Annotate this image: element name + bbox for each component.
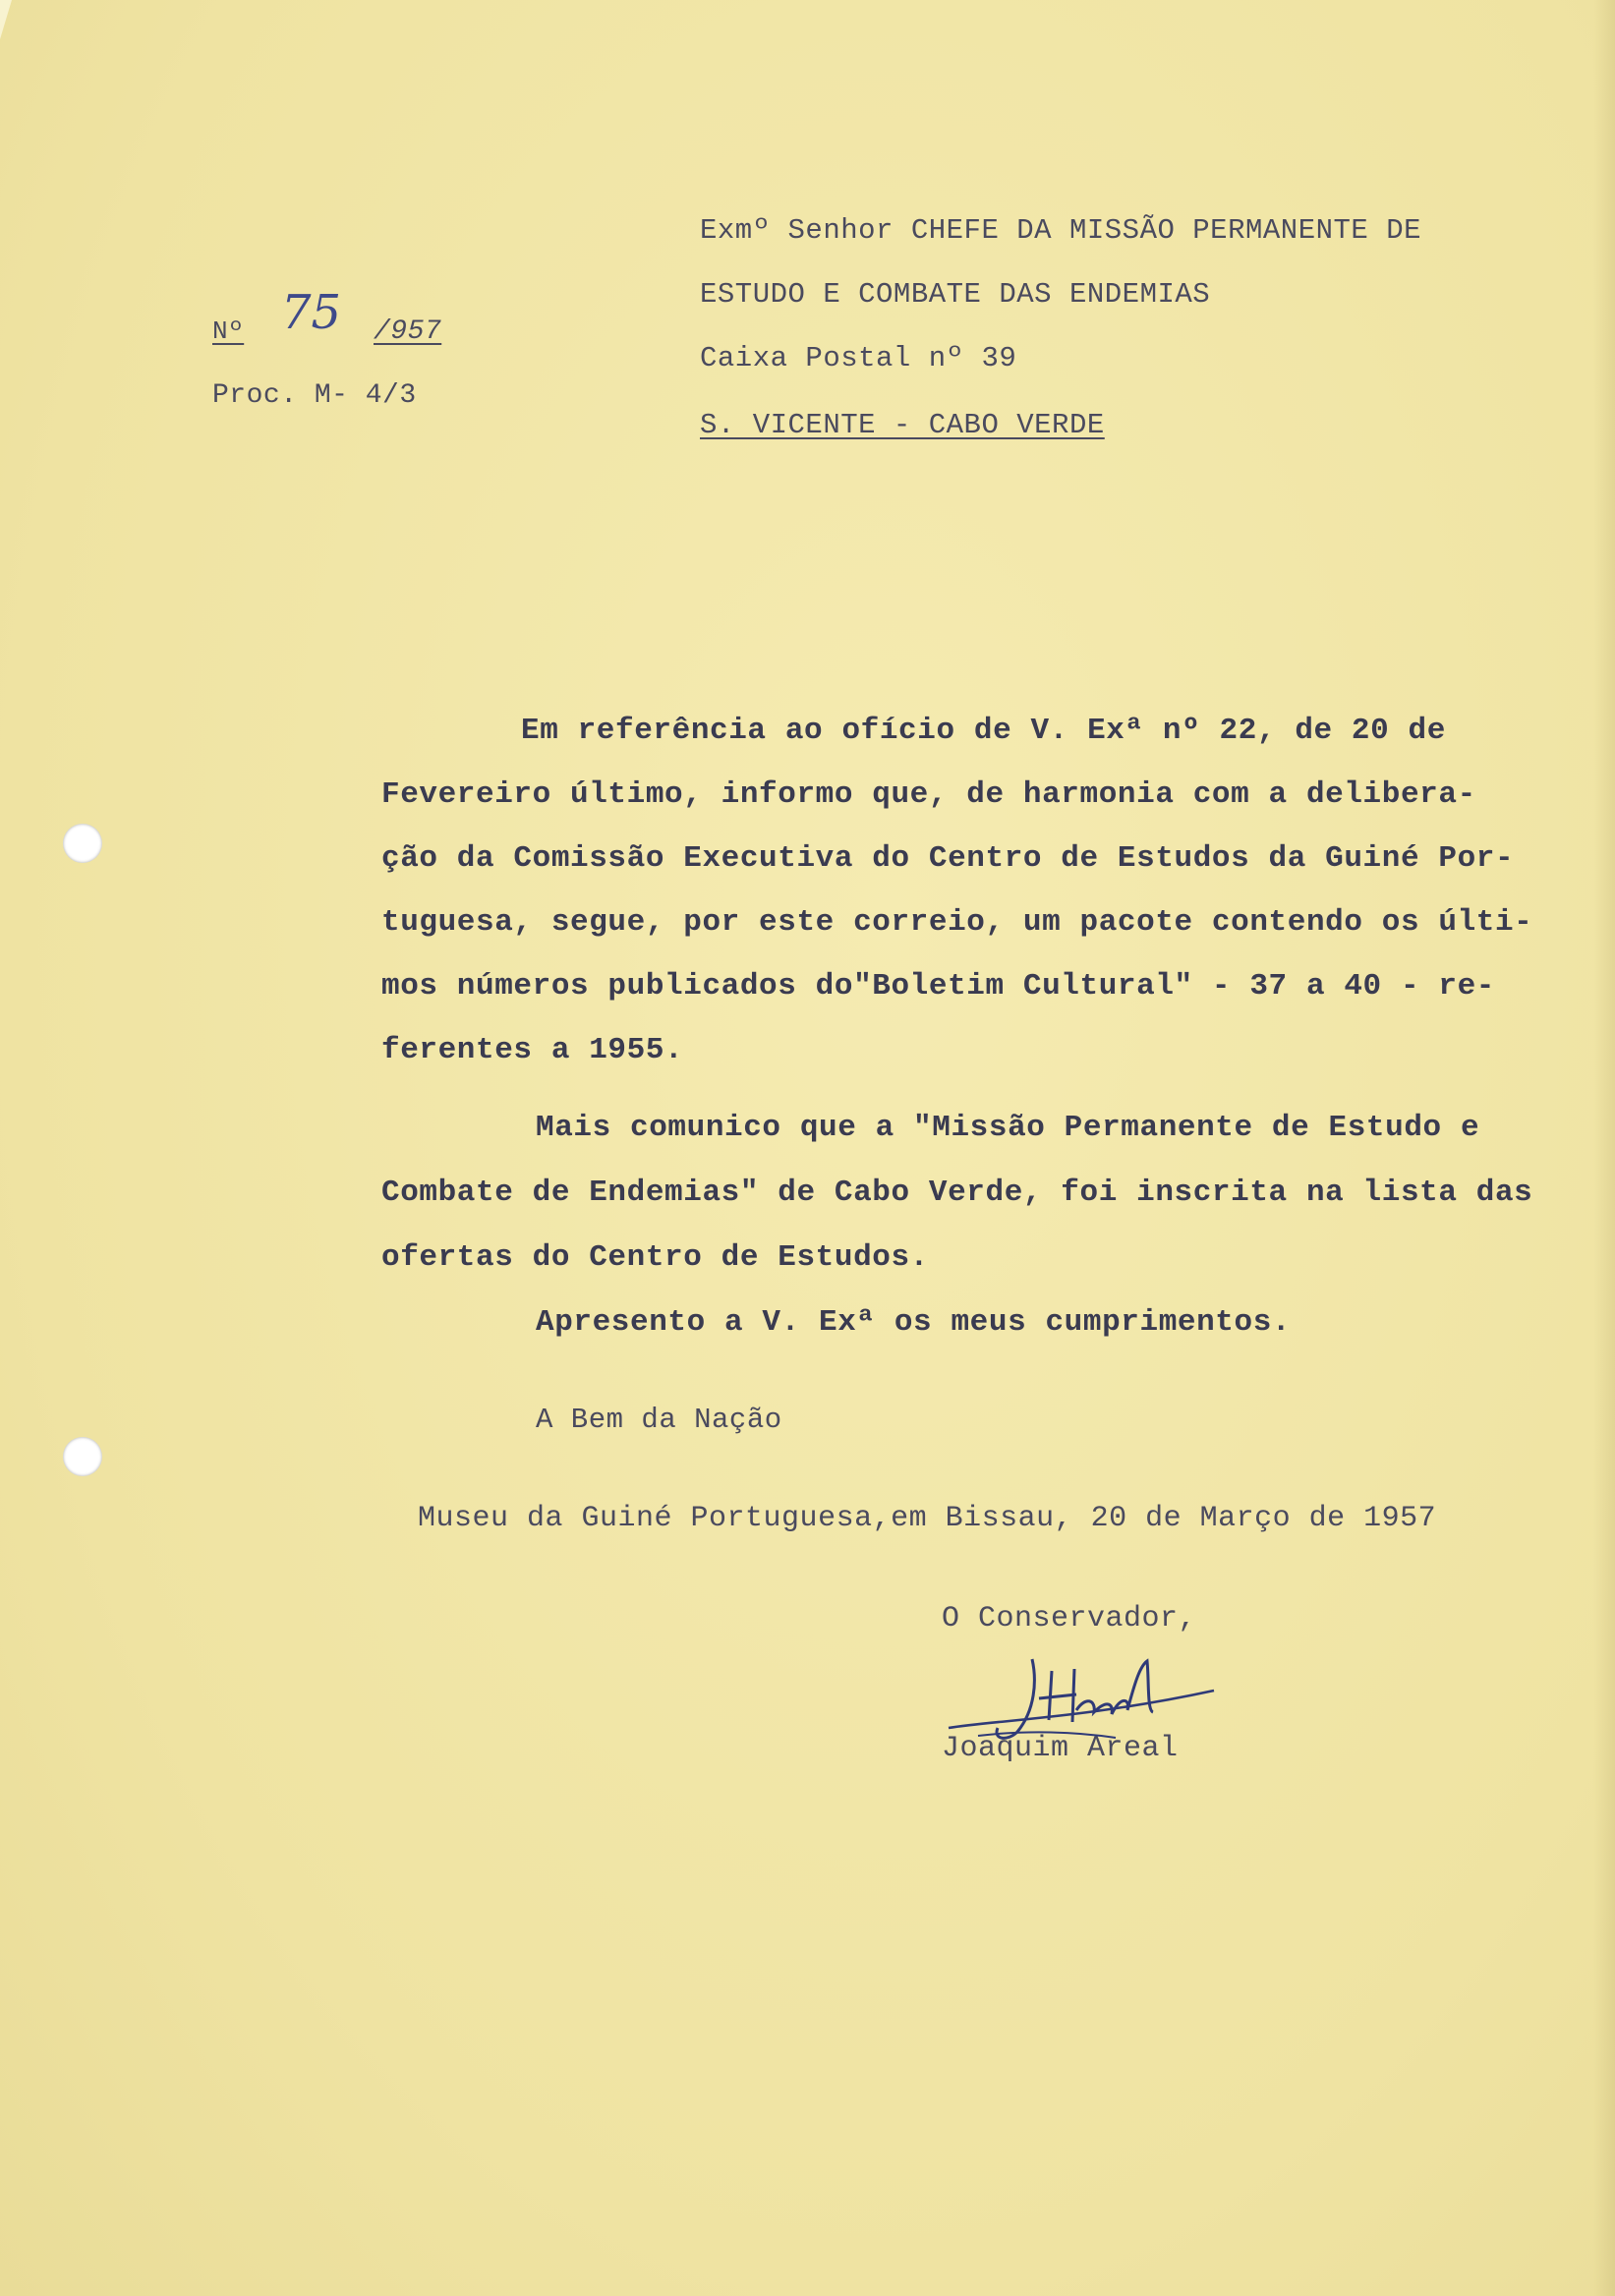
reference-number-handwritten: 75 <box>281 285 342 340</box>
body-line: Mais comunico que a "Missão Permanente de Estudo e <box>536 1111 1480 1145</box>
reference-year: /957 <box>374 316 442 347</box>
closing-salutation: A Bem da Nação <box>536 1404 782 1436</box>
process-number: Proc. M- 4/3 <box>212 380 417 411</box>
addressee-line-1: Exmº Senhor CHEFE DA MISSÃO PERMANENTE DE <box>700 214 1422 247</box>
body-line: Combate de Endemias" de Cabo Verde, foi inscrita na lista das <box>381 1176 1533 1210</box>
folded-corner <box>0 0 12 39</box>
addressee-line-2: ESTUDO E COMBATE DAS ENDEMIAS <box>700 278 1211 311</box>
body-line: Em referência ao ofício de V. Exª nº 22, de 20 de <box>521 714 1446 748</box>
body-line: ção da Comissão Executiva do Centro de Estudos da Guiné Por- <box>381 841 1515 876</box>
body-line: ferentes a 1955. <box>381 1033 684 1067</box>
body-line: mos números publicados do"Boletim Cultural" - 37 a 40 - re- <box>381 969 1495 1004</box>
reference-number-prefix: Nº <box>212 316 245 346</box>
signatory-title: O Conservador, <box>942 1602 1197 1636</box>
body-line: Fevereiro último, informo que, de harmonia com a delibera- <box>381 777 1476 812</box>
punch-hole-top <box>63 824 102 863</box>
body-line: tuguesa, segue, por este correio, um pacote contendo os últi- <box>381 905 1533 940</box>
addressee-line-4: S. VICENTE - CABO VERDE <box>700 409 1105 441</box>
signatory-name: Joaquim Areal <box>942 1732 1179 1765</box>
body-line: Apresento a V. Exª os meus cumprimentos. <box>536 1305 1292 1340</box>
addressee-line-3: Caixa Postal nº 39 <box>700 342 1017 374</box>
paper-edge-shadow <box>1593 0 1615 2296</box>
body-line: ofertas do Centro de Estudos. <box>381 1240 929 1275</box>
punch-hole-bottom <box>63 1437 102 1476</box>
place-and-date: Museu da Guiné Portuguesa,em Bissau, 20 de Março de 1957 <box>418 1502 1437 1535</box>
